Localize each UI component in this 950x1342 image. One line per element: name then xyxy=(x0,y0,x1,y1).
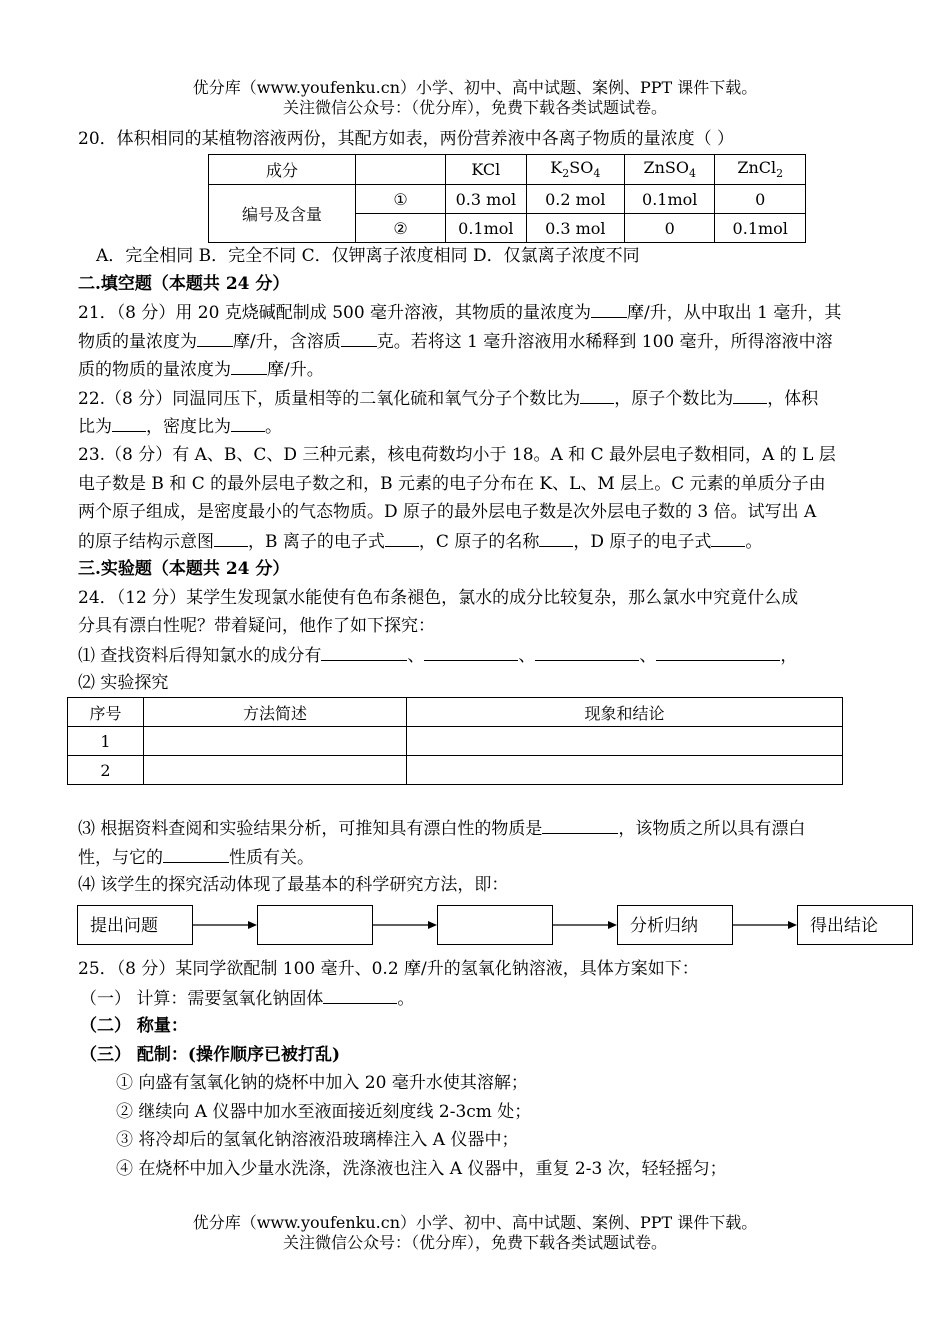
q24-r1-method[interactable] xyxy=(144,727,407,756)
q24-part-4: ⑷ 该学生的探究活动体现了最基本的科学研究方法，即： xyxy=(78,875,509,895)
q21-line-2: 物质的量浓度为 摩/升，含溶质 克。若将这 1 毫升溶液用水稀释到 100 毫升，所得溶液中溶 xyxy=(78,332,833,352)
flow-step-4: 分析归纳 xyxy=(617,905,733,945)
q20-options: A．完全相同 B．完全不同 C．仅钾离子浓度相同 D．仅氯离子浓度不同 xyxy=(96,246,640,266)
q20-r2-id: ② xyxy=(356,214,446,243)
q20-h-component: 成分 xyxy=(209,155,356,185)
flow-arrow-1 xyxy=(193,918,257,932)
q20-row-label: 编号及含量 xyxy=(209,185,356,243)
q24-blank-6[interactable] xyxy=(163,846,229,863)
q25-blank-1[interactable] xyxy=(323,987,397,1004)
q22-line-1: 22.（8 分）同温同压下，质量相等的二氧化硫和氧气分子个数比为 ，原子个数比为 ，体积 xyxy=(78,389,819,409)
q22-blank-3[interactable] xyxy=(112,415,146,432)
q21-blank-3[interactable] xyxy=(341,330,377,347)
q24-h-result: 现象和结论 xyxy=(407,698,843,727)
q21-blank-1[interactable] xyxy=(591,301,627,318)
q23-blank-3[interactable] xyxy=(539,530,573,547)
q20-h-zncl2: ZnCl$_2$ xyxy=(715,155,806,185)
q20-r2-k2so4: 0.3 mol xyxy=(526,214,624,243)
q25-op-4: ④ 在烧杯中加入少量水洗涤，洗涤液也注入 A 仪器中，重复 2-3 次，轻轻摇匀； xyxy=(116,1159,727,1179)
q20-h-k2so4: $K_2SO_4$ xyxy=(526,155,624,185)
q24-part-3b: 性，与它的 性质有关。 xyxy=(78,848,314,868)
section-2-title: 二.填空题（本题共 24 分） xyxy=(78,274,290,294)
q25-step-3: （三） 配制：(操作顺序已被打乱) xyxy=(80,1045,341,1065)
section-3-title: 三.实验题（本题共 24 分） xyxy=(78,559,290,579)
q24-blank-1[interactable] xyxy=(321,644,407,661)
q20-r1-k2so4: 0.2 mol xyxy=(526,185,624,214)
q21-line-1: 21．（8 分）用 20 克烧碱配制成 500 毫升溶液，其物质的量浓度为 摩/升，从中取出 1 毫升，其 xyxy=(78,303,842,323)
q20-r1-kcl: 0.3 mol xyxy=(446,185,527,214)
q25-op-2: ② 继续向 A 仪器中加水至液面接近刻度线 2-3cm 处； xyxy=(116,1102,532,1122)
q24-r2-no: 2 xyxy=(68,756,144,785)
q24-part-1: ⑴ 查找资料后得知氯水的成分有 、 、 、 ， xyxy=(78,646,798,666)
q24-line-2: 分具有漂白性呢？带着疑问，他作了如下探究： xyxy=(78,616,435,636)
q24-line-1: 24．（12 分）某学生发现氯水能使有色布条褪色，氯水的成分比较复杂，那么氯水中究竟什么成 xyxy=(78,588,799,608)
flow-step-5: 得出结论 xyxy=(797,905,913,945)
q24-r2-method[interactable] xyxy=(144,756,407,785)
q24-blank-2[interactable] xyxy=(424,644,518,661)
q24-part-3a: ⑶ 根据资料查阅和实验结果分析，可推知具有漂白性的物质是 ，该物质之所以具有漂白 xyxy=(78,819,806,839)
q23-line-1: 23.（8 分）有 A、B、C、D 三种元素，核电荷数均小于 18。A 和 C 最外层电子数相同，A 的 L 层 xyxy=(78,445,836,465)
flow-arrow-3 xyxy=(553,918,617,932)
q20-h-empty xyxy=(356,155,446,185)
header-line-1: 优分库（www.youfenku.cn）小学、初中、高中试题、案例、PPT 课件下载。 xyxy=(192,78,758,97)
footer-line-2: 关注微信公众号：（优分库），免费下载各类试题试卷。 xyxy=(282,1233,667,1252)
q24-r2-result[interactable] xyxy=(407,756,843,785)
q24-experiment-table xyxy=(67,697,843,785)
q20-r2-kcl: 0.1mol xyxy=(446,214,527,243)
q22-blank-4[interactable] xyxy=(231,415,265,432)
q20-h-kcl: KCl xyxy=(446,155,527,185)
q24-r1-result[interactable] xyxy=(407,727,843,756)
q23-line-2: 电子数是 B 和 C 的最外层电子数之和，B 元素的电子分布在 K、L、M 层上。C 元素的单质分子由 xyxy=(78,474,826,494)
q21-blank-4[interactable] xyxy=(231,358,267,375)
q20-r1-id: ① xyxy=(356,185,446,214)
header-line-2: 关注微信公众号：（优分库），免费下载各类试题试卷。 xyxy=(282,98,667,117)
q25-step-2: （二） 称量： xyxy=(80,1016,188,1036)
q21-blank-2[interactable] xyxy=(197,330,233,347)
q24-h-no: 序号 xyxy=(68,698,144,727)
q23-blank-4[interactable] xyxy=(711,530,745,547)
q20-r1-zncl2: 0 xyxy=(715,185,806,214)
q23-blank-1[interactable] xyxy=(214,530,248,547)
q24-blank-3[interactable] xyxy=(535,644,639,661)
q24-blank-5[interactable] xyxy=(542,817,618,834)
q25-line-1: 25．（8 分）某同学欲配制 100 毫升、0.2 摩/升的氢氧化钠溶液，具体方案如下： xyxy=(78,959,699,979)
q25-op-3: ③ 将冷却后的氢氧化钠溶液沿玻璃棒注入 A 仪器中； xyxy=(116,1130,519,1150)
q25-op-1: ① 向盛有氢氧化钠的烧杯中加入 20 毫升水使其溶解； xyxy=(116,1073,528,1093)
q23-line-4: 的原子结构示意图 ，B 离子的电子式 ，C 原子的名称 ，D 原子的电子式 。 xyxy=(78,532,763,552)
q22-blank-2[interactable] xyxy=(733,387,767,404)
q24-blank-4[interactable] xyxy=(656,644,780,661)
flow-arrow-2 xyxy=(373,918,437,932)
q23-line-3: 两个原子组成，是密度最小的气态物质。D 原子的最外层电子数是次外层电子数的 3 倍。试写出 A xyxy=(78,502,817,522)
q24-part-2: ⑵ 实验探究 xyxy=(78,673,169,693)
flow-step-1: 提出问题 xyxy=(77,905,193,945)
q24-r1-no: 1 xyxy=(68,727,144,756)
q20-r1-znso4: 0.1mol xyxy=(624,185,715,214)
footer-line-1: 优分库（www.youfenku.cn）小学、初中、高中试题、案例、PPT 课件下载。 xyxy=(192,1213,758,1232)
flow-step-2-blank[interactable] xyxy=(257,905,373,945)
q20-table xyxy=(208,154,806,243)
q24-h-method: 方法简述 xyxy=(144,698,407,727)
q22-blank-1[interactable] xyxy=(580,387,614,404)
q25-step-1: （一） 计算：需要氢氧化钠固体 。 xyxy=(80,989,415,1009)
q21-line-3: 质的物质的量浓度为 摩/升。 xyxy=(78,360,324,380)
q23-blank-2[interactable] xyxy=(385,530,419,547)
q20-h-znso4: ZnSO$_4$ xyxy=(624,155,715,185)
q22-line-2: 比为 ，密度比为 。 xyxy=(78,417,282,437)
flow-step-3-blank[interactable] xyxy=(437,905,553,945)
q20-r2-zncl2: 0.1mol xyxy=(715,214,806,243)
q20-stem: 20．体积相同的某植物溶液两份，其配方如表，两份营养液中各离子物质的量浓度（ ） xyxy=(78,129,735,149)
flow-arrow-4 xyxy=(733,918,797,932)
q20-r2-znso4: 0 xyxy=(624,214,715,243)
